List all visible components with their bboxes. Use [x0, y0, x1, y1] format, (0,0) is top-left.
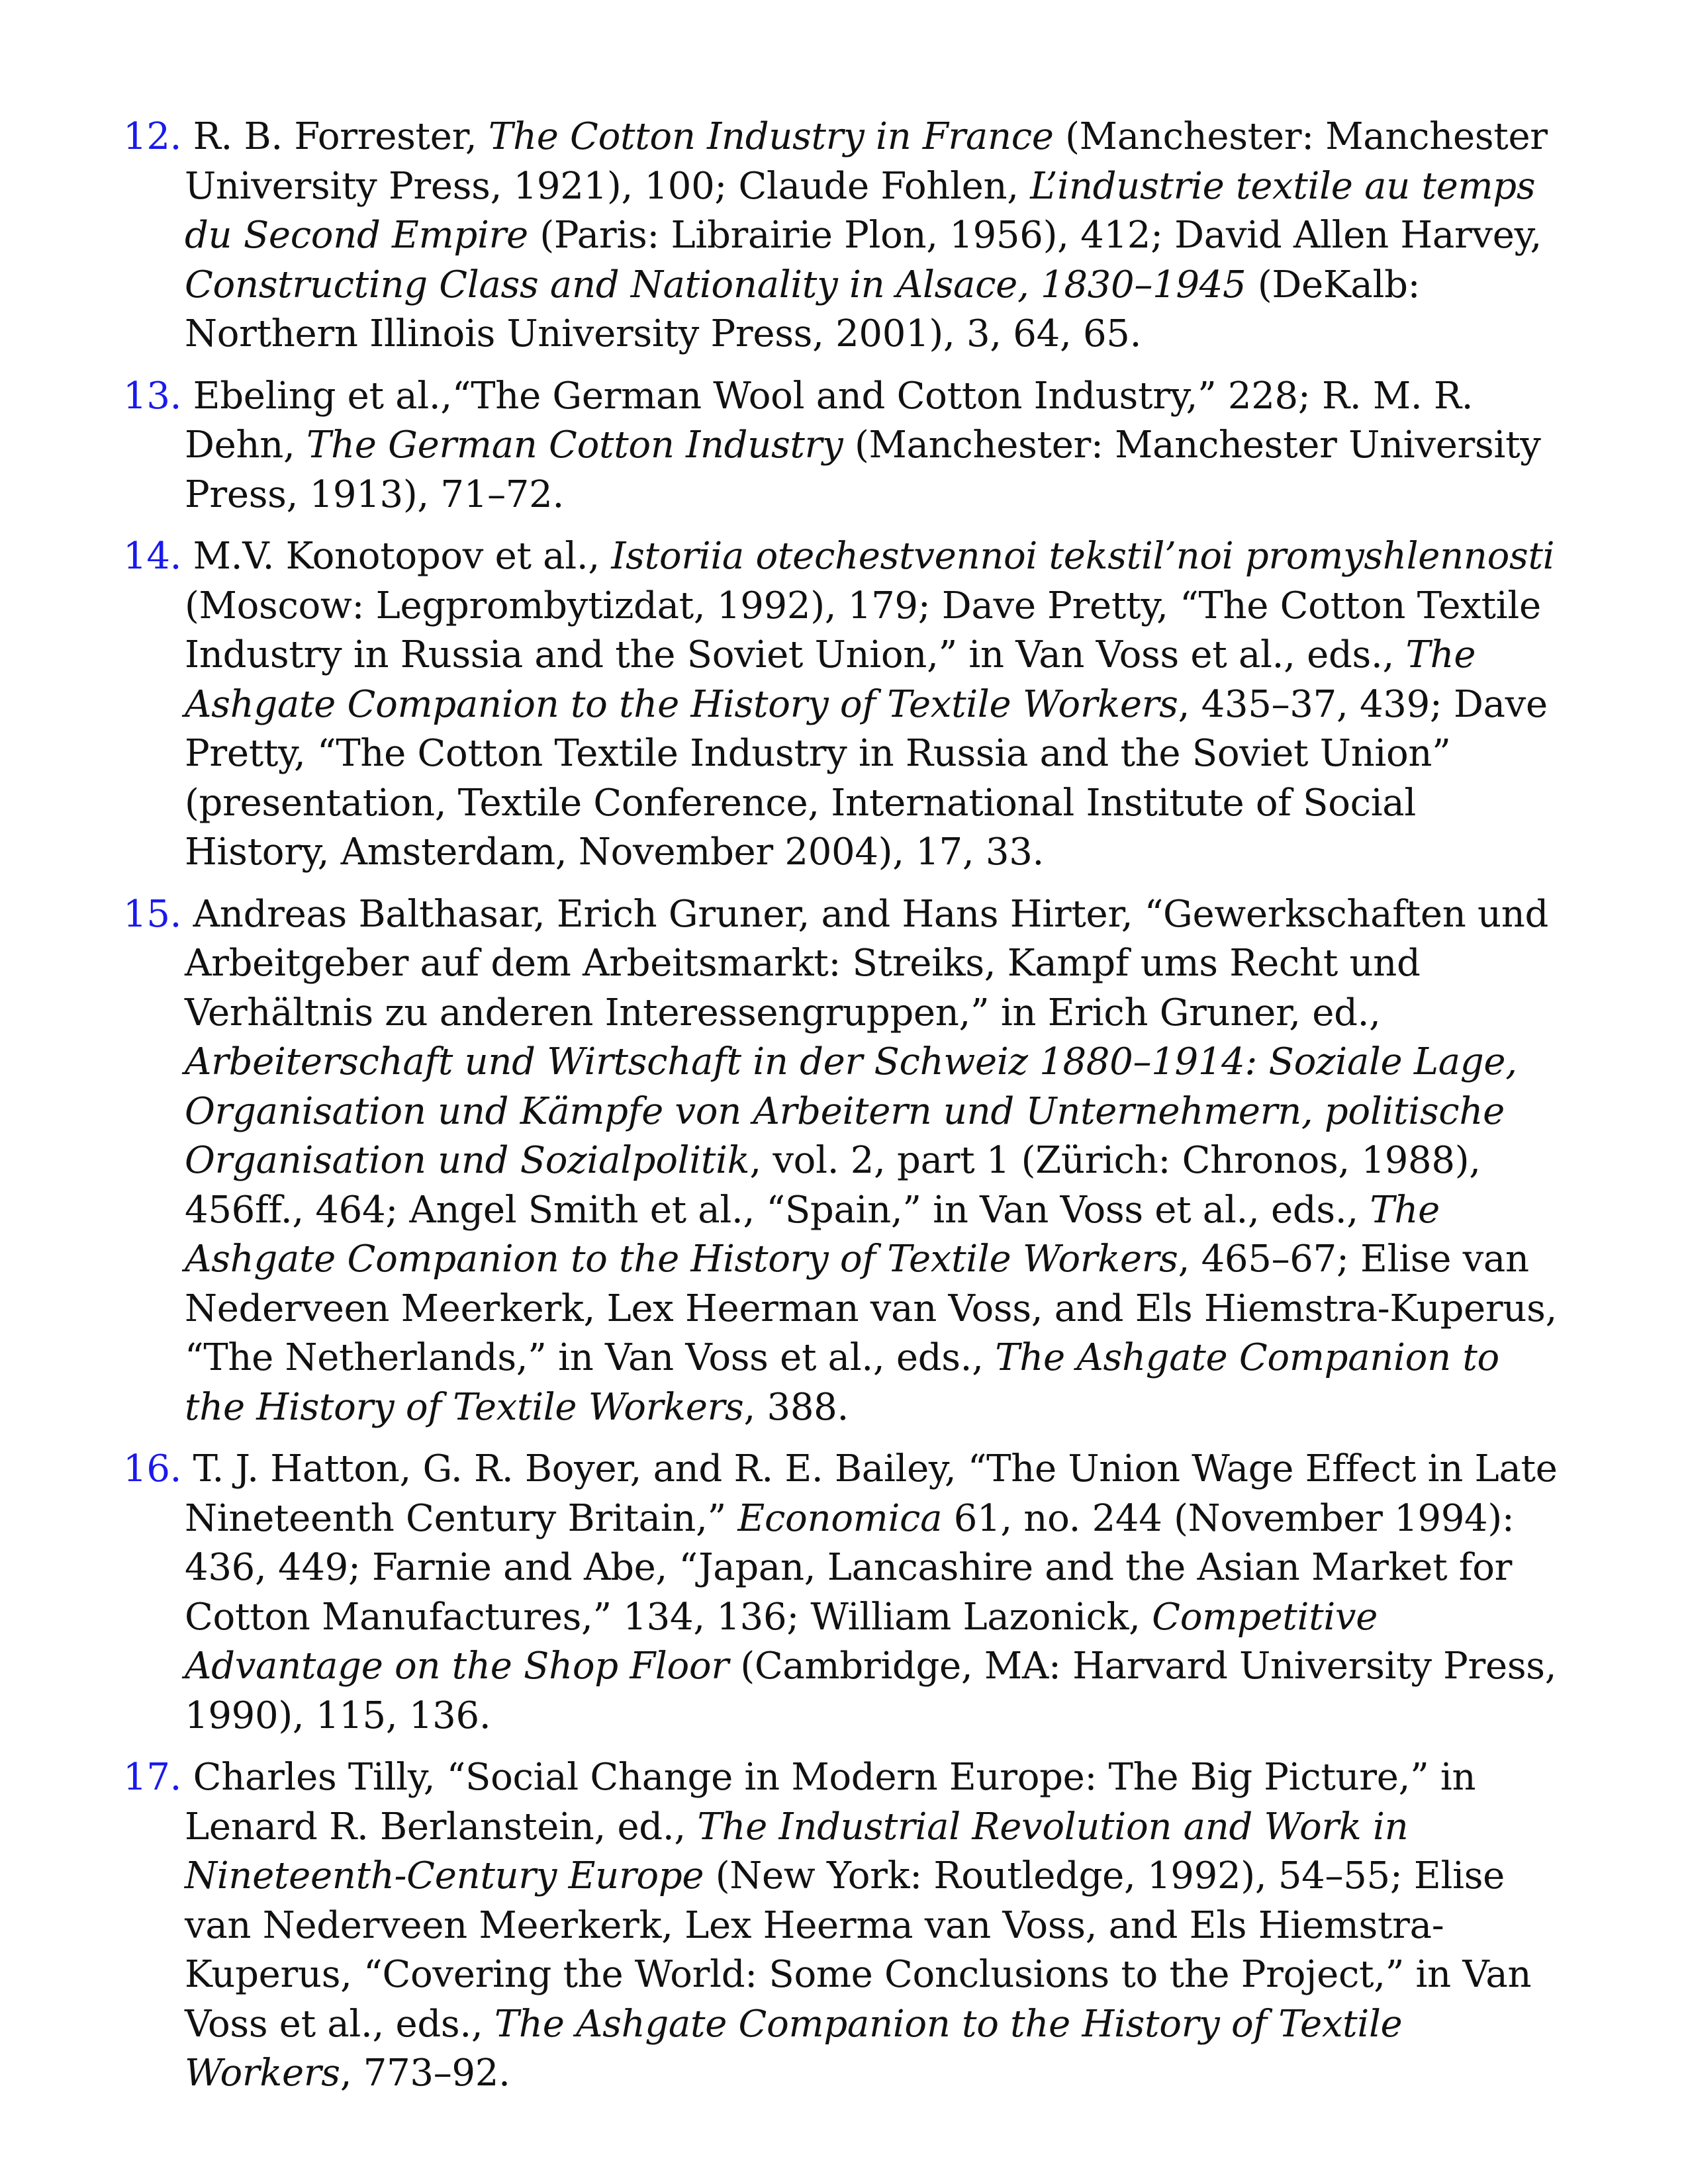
endnote-text: , 388. — [743, 1385, 849, 1429]
endnote-text: , 465–67; Elise van Nederveen Meerkerk, Lex Heerman van Voss, and Els Hiemstra-Kuperus, “The Netherlands,” in Van Voss et al., eds., — [185, 1238, 1558, 1379]
endnote-italic-title: The Ashgate Companion to the History of Textile Workers — [185, 633, 1476, 726]
endnote-number-link[interactable]: 12. — [123, 115, 182, 158]
endnote-text: (Paris: Librairie Plon, 1956), 412; David Allen Harvey, — [528, 214, 1542, 257]
endnote-text: T. J. Hatton, G. R. Boyer, and R. E. Bailey, “The Union Wage Effect in Late Nineteenth Century Britain,” — [181, 1447, 1558, 1540]
endnote-text: Charles Tilly, “Social Change in Modern Europe: The Big Picture,” in Lenard R. Berlanstein, ed., — [181, 1756, 1476, 1848]
endnote-12 — [123, 113, 1563, 359]
endnote-text: , 773–92. — [340, 2052, 510, 2095]
endnote-number-link[interactable]: 16. — [123, 1447, 182, 1490]
endnote-number-link[interactable]: 15. — [123, 892, 182, 936]
endnote-italic-title: Constructing Class and Nationality in Alsace, 1830–1945 — [185, 263, 1246, 306]
endnote-text: (Cambridge, MA: Harvard University Press, 1990), 115, 136. — [185, 1645, 1557, 1737]
endnote-italic-title: The German Cotton Industry — [306, 424, 843, 467]
endnote-text: M.V. Konotopov et al., — [181, 535, 612, 578]
endnote-italic-title: Istoriia otechestvennoi tekstil’noi promyshlennosti — [611, 535, 1555, 578]
endnote-number-link[interactable]: 13. — [123, 374, 182, 418]
endnote-text: Andreas Balthasar, Erich Gruner, and Hans Hirter, “Gewerkschaften und Arbeitgeber auf dem Arbeitsmarkt: Streiks, Kampf ums Recht und Verhältnis zu anderen Interessengruppen,” in Erich Gruner, ed., — [181, 892, 1549, 1034]
endnote-15 — [123, 890, 1563, 1433]
endnote-number-link[interactable]: 17. — [123, 1756, 182, 1799]
endnote-text: , vol. 2, part 1 (Zürich: Chronos, 1988), 456ff., 464; Angel Smith et al., “Spain,” in Van Voss et al., eds., — [185, 1139, 1481, 1232]
endnote-italic-title: The Cotton Industry in France — [488, 115, 1054, 158]
endnote-14 — [123, 532, 1563, 878]
endnote-number-link[interactable]: 14. — [123, 535, 182, 578]
endnote-16 — [123, 1445, 1563, 1741]
endnote-italic-title: Arbeiterschaft und Wirtschaft in der Schweiz 1880–1914: Soziale Lage, Organisation und Kämpfe von Arbeitern und Unternehmern, politische Organisation und Sozialpolitik — [185, 1040, 1517, 1182]
endnote-13 — [123, 372, 1563, 520]
endnote-italic-title: The Ashgate Companion to the History of Textile Workers — [185, 1188, 1440, 1281]
endnote-text: (Manchester: Manchester University Press, 1913), 71–72. — [185, 424, 1541, 516]
endnote-italic-title: The Ashgate Companion to the History of Textile Workers — [185, 2002, 1403, 2095]
endnote-text: (Moscow: Legprombytizdat, 1992), 179; Dave Pretty, “The Cotton Textile Industry in Russia and the Soviet Union,” in Van Voss et al., eds., — [185, 584, 1541, 676]
endnote-text: (New York: Routledge, 1992), 54–55; Elise van Nederveen Meerkerk, Lex Heerma van Voss, and Els Hiemstra-Kuperus, “Covering the World: Some Conclusions to the Project,” in Van Voss et al., eds., — [185, 1854, 1532, 2046]
endnote-italic-title: Economica — [737, 1496, 943, 1540]
endnote-text: (DeKalb: Northern Illinois University Press, 2001), 3, 64, 65. — [185, 263, 1421, 355]
endnote-text: (Manchester: Manchester University Press, 1921), 100; Claude Fohlen, — [185, 115, 1548, 208]
endnote-17 — [123, 1753, 1563, 2099]
endnotes-list — [123, 113, 1563, 2111]
endnote-text: 61, no. 244 (November 1994): 436, 449; Farnie and Abe, “Japan, Lancashire and the Asian Market for Cotton Manufactures,” 134, 136; William Lazonick, — [185, 1496, 1515, 1639]
endnote-italic-title: The Ashgate Companion to the History of Textile Workers — [185, 1336, 1499, 1429]
endnote-italic-title: The Industrial Revolution and Work in Nineteenth-Century Europe — [185, 1805, 1409, 1897]
endnote-text: , 435–37, 439; Dave Pretty, “The Cotton Textile Industry in Russia and the Soviet Union” (presentation, Textile Conference, International Institute of Social History, Amsterdam, November 2004), 17, 33. — [185, 682, 1548, 874]
endnote-text: R. B. Forrester, — [181, 115, 489, 158]
endnote-italic-title: Competitive Advantage on the Shop Floor — [185, 1595, 1378, 1688]
endnote-text: Ebeling et al.,“The German Wool and Cotton Industry,” 228; R. M. R. Dehn, — [181, 374, 1474, 467]
endnote-italic-title: L’industrie textile au temps du Second Empire — [185, 164, 1536, 257]
